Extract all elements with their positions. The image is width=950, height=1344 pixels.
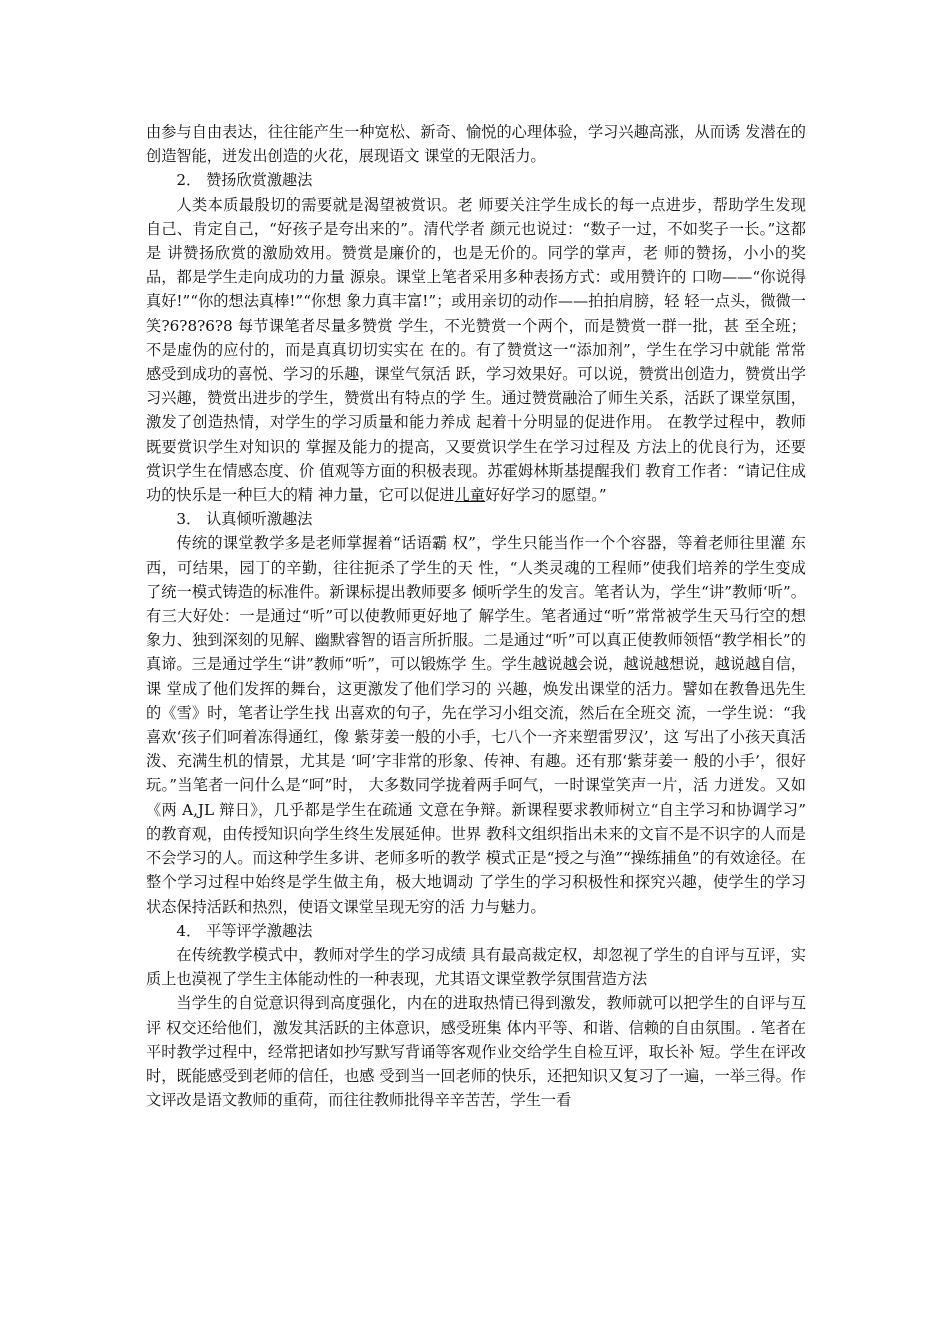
document-page: [146, 120, 806, 1112]
paragraph-intro: 由参与自由表达，往往能产生一种宽松、新奇、愉悦的心理体验，学习兴趣高涨，从而诱 发潜在的创造智能，迸发出创造的火花，展现语文 课堂的无限活力。: [146, 123, 806, 166]
paragraph-praise-text: 人类本质最殷切的需要就是渴望被赏识。老 师要关注学生成长的每一点进步，帮助学生发现 自己、肯定自己，“好孩子是夸出来的”。清代学者 颜元也说过：“数子一过，不如奖子一长。”这都是 讲赞扬欣赏的激励效用。赞赏是廉价的，也是无价的。同学的掌声，老 师的赞扬，小小的奖品，都是学生走向成功的力量 源泉。课堂上笔者采用多种表扬方式：或用赞许的 口吻——“你说得真好!”“你的想法真棒!”“你想 象力真丰富!”；或用亲切的动作——拍拍肩膀，轻 轻一点头，微微一笑?6?8?6?8 每节课笔者尽量多赞赏 学生，不光赞赏一个两个，而是赞赏一群一批，甚 至全班；不是虚伪的应付的，而是真真切切实实在 在的。有了赞赏这一“添加剂”，学生在学习中就能 常常感受到成功的喜悦、学习的乐趣，课堂气氛活 跃，学习效果好。可以说，赞赏出创造力，赞赏出学 习兴趣，赞赏出进步的学生，赞赏出有特点的学 生。通过赞赏融洽了师生关系，活跃了课堂氛围， 激发了创造热情，对学生的学习质量和能力养成 起着十分明显的促进作用。 在教学过程中，教师既要赏识学生对知识的 掌握及能力的提高，又要赏识学生在学习过程及 方法上的优良行为，还要赏识学生在情感态度、价 值观等方面的积极表现。苏霍姆林斯基提醒我们 教育工作者：“请记住成功的快乐是一种巨大的精 神力量，它可以促进: [146, 195, 806, 505]
section-heading-3: 3． 认真倾听激趣法: [176, 510, 313, 529]
paragraph-listening: 传统的课堂教学多是老师掌握着“话语霸 权”，学生只能当作一个个容器，等着老师往里灌 东西，可结果，园丁的辛勤，往往扼杀了学生的天 性，“人类灵魂的工程师”使我们培养的学生变成 了统一模式铸造的标准件。新课标提出教师要多 倾听学生的发言。笔者认为，学生“讲”教师‘听”。有三大好处：一是通过“听”可以使教师更好地了 解学生。笔者通过“听”常常被学生天马行空的想 象力、独到深刻的见解、幽默睿智的语言所折服。二是通过“听”可以真正使教师领悟“教学相长”的 真谛。三是通过学生“讲”教师“听”，可以锻炼学 生。学生越说越会说，越说越想说，越说越自信，课 堂成了他们发挥的舞台，这更激发了他们学习的 兴趣，焕发出课堂的活力。譬如在教鲁迅先生的《雪》时，笔者让学生找 出喜欢的句子，先在学习小组交流，然后在全班交 流，一学生说：“我喜欢‘孩子们呵着冻得通红，像 紫芽姜一般的小手，七八个一齐来塑雷罗汉’，这 写出了小孩天真活泼、充满生机的情景，尤其是 ‘呵’字非常的形象、传神、有趣。还有那‘紫芽姜一 般的小手’，很好玩。”当笔者一问什么是“呵”时， 大多数同学拢着两手呵气，一时课堂笑声一片，活 力迸发。又如《两 A,JL 辩日》，几乎都是学生在疏通 文意在争辩。新课程要求教师树立“自主学习和协调学习” 的教育观，由传授知识向学生终生发展延伸。世界 教科文组织指出未来的文盲不是不识字的人而是 不会学习的人。而这种学生多讲、老师多听的教学 模式正是“授之与渔”“操练捕鱼”的有效途径。在 整个学习过程中始终是学生做主角，极大地调动 了学生的学习积极性和探究兴趣，使学生的学习 状态保持活跃和热烈，使语文课堂呈现无穷的活 力与魅力。: [146, 534, 806, 916]
section-heading-4: 4． 平等评学激趣法: [176, 921, 313, 940]
paragraph-praise-end: 好好学习的愿望。”: [484, 486, 607, 505]
paragraph-evaluation-2: 当学生的自觉意识得到高度强化，内在的进取热情已得到激发，教师就可以把学生的自评与互评 权交还给他们，激发其活跃的主体意识，感受班集 体内平等、和谐、信赖的自由氛围。. 笔者在平时教学过程中，经常把诸如抄写默写背诵等客观作业交给学生自检互评，取长补 短。学生在评改时，既能感受到老师的信任，也感 受到当一回老师的快乐，还把知识又复习了一遍，一举三得。作文评改是语文教师的重荷，而往往教师批得辛辛苦苦，学生一看: [146, 994, 806, 1110]
paragraph-praise: [146, 193, 806, 508]
section-heading-2: 2． 赞扬欣赏激趣法: [176, 171, 313, 190]
paragraph-evaluation: 在传统教学模式中，教师对学生的学习成绩 具有最高裁定权，却忽视了学生的自评与互评，实 质上也漠视了学生主体能动性的一种表现，尤其语文课堂教学氛围营造方法: [146, 945, 806, 989]
link-children[interactable]: 儿童: [454, 486, 485, 505]
